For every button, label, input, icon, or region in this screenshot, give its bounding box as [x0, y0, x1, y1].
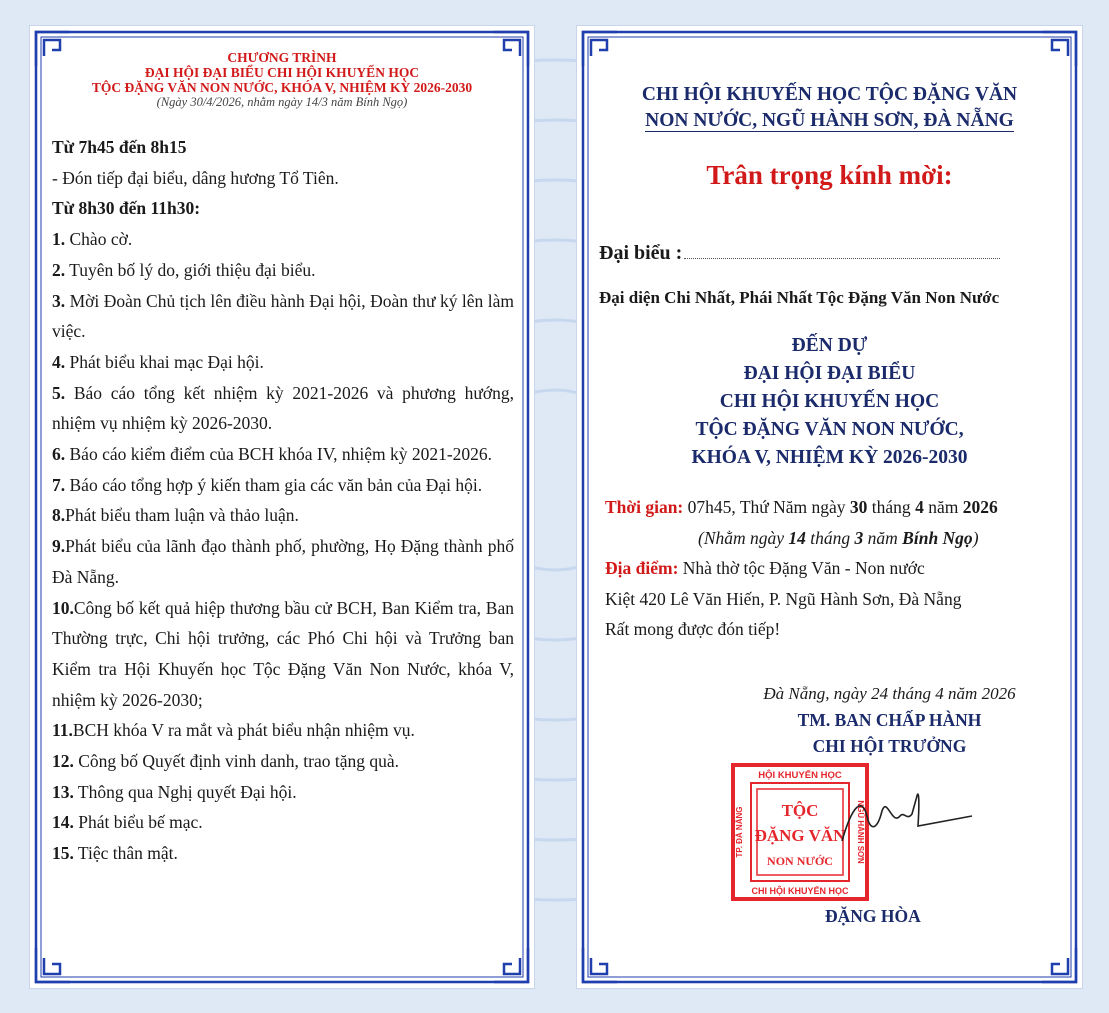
- lunar-text: năm: [863, 527, 903, 548]
- time-month: 4: [915, 497, 924, 517]
- event-title: [597, 332, 1062, 472]
- agenda-item-number: 7.: [52, 474, 66, 495]
- agenda-item-text: Phát biểu bế mạc.: [73, 812, 203, 833]
- agenda-item-text: Phát biểu khai mạc Đại hội.: [65, 351, 264, 372]
- agenda-item-number: 15.: [52, 843, 74, 864]
- address-row: Kiệt 420 Lê Văn Hiến, P. Ngũ Hành Sơn, Đà Nẵng: [605, 588, 962, 609]
- handwritten-signature: [832, 786, 982, 856]
- agenda-item-number: 13.: [52, 781, 74, 802]
- agenda-item-number: 14.: [52, 812, 74, 833]
- agenda-item: [52, 378, 514, 439]
- signer-name: ĐẶNG HÒA: [825, 906, 921, 926]
- program-header: [60, 50, 504, 109]
- agenda-item: [52, 224, 514, 255]
- time-day: 30: [849, 497, 868, 517]
- agenda-item-text: Báo cáo tổng kết nhiệm kỳ 2021-2026 và phương hướng, nhiệm vụ nhiệm kỳ 2026-2030.: [52, 382, 514, 434]
- agenda-item-text: Báo cáo tổng hợp ý kiến tham gia các văn bản của Đại hội.: [65, 474, 483, 495]
- agenda-item-number: 1.: [52, 229, 66, 250]
- organization-line-1: CHI HỘI KHUYẾN HỌC TỘC ĐẶNG VĂN: [641, 84, 1018, 105]
- agenda-item: [52, 286, 514, 347]
- agenda-item-text: BCH khóa V ra mắt và phát biểu nhận nhiệm vụ.: [72, 720, 415, 741]
- agenda-item: [52, 439, 514, 470]
- agenda-item: [52, 593, 514, 716]
- place-text: Nhà thờ tộc Đặng Văn - Non nước: [678, 558, 925, 578]
- agenda-item-number: 11.: [52, 720, 73, 741]
- lunar-text: (Nhằm ngày: [698, 527, 789, 548]
- lunar-date-row: [605, 523, 1065, 554]
- organization-line-2: NON NƯỚC, NGŨ HÀNH SƠN, ĐÀ NẴNG: [645, 110, 1014, 131]
- agenda-item-text: Báo cáo kiểm điểm của BCH khóa IV, nhiệm kỳ 2021-2026.: [65, 444, 493, 465]
- seal-left-text: TP. ĐÀ NẴNG: [735, 806, 744, 858]
- time-row: [605, 492, 1065, 523]
- lunar-text: tháng: [805, 527, 855, 548]
- lunar-month: 3: [854, 527, 864, 548]
- invitation-heading: Trân trọng kính mời:: [706, 160, 953, 190]
- seal-right-text: NGŨ HÀNH SƠN: [856, 800, 865, 864]
- lunar-text: ): [972, 527, 979, 548]
- agenda-item-number: 6.: [52, 444, 66, 465]
- agenda-item: [52, 746, 514, 777]
- seal-top-text: HỘI KHUYẾN HỌC: [758, 770, 842, 781]
- event-details: [605, 492, 1065, 645]
- agenda-item-text: Phát biểu tham luận và thảo luận.: [65, 505, 299, 526]
- agenda-item: [52, 777, 514, 808]
- place-label: Địa điểm:: [605, 558, 679, 578]
- agenda-item-text: Công bố kết quả hiệp thương bầu cử BCH, Ban Kiểm tra, Ban Thường trực, Chi hội trưởng, các Phó Chi hội và Trưởng ban Kiểm tra Hội Khuyến học Tộc Đặng Văn Non Nước, khóa V, nhiệm kỳ 2026-2030;: [52, 597, 514, 710]
- program-title: CHƯƠNG TRÌNH: [227, 50, 337, 65]
- time-text: 07h45, Thứ Năm ngày: [683, 497, 850, 517]
- agenda-item: [52, 838, 514, 869]
- sign-role: TM. BAN CHẤP HÀNH: [797, 710, 982, 730]
- time-text: tháng: [867, 497, 916, 517]
- agenda-item-number: 4.: [52, 351, 66, 372]
- program-date: (Ngày 30/4/2026, nhằm ngày 14/3 năm Bính Ngọ): [156, 95, 408, 109]
- seal-line-1: TỘC: [781, 801, 819, 820]
- organization-name: [597, 82, 1062, 134]
- agenda-item-text: Tuyên bố lý do, giới thiệu đại biểu.: [65, 259, 316, 280]
- delegate-dotted-line: [684, 258, 1000, 259]
- agenda-time-heading: Từ 7h45 đến 8h15: [52, 137, 187, 157]
- lunar-year: Bính Ngọ: [902, 527, 973, 548]
- agenda-item-number: 8.: [52, 505, 66, 526]
- delegate-name: Đại diện Chi Nhất, Phái Nhất Tộc Đặng Văn Non Nước: [599, 288, 1000, 307]
- closing-text: Rất mong được đón tiếp!: [605, 619, 781, 639]
- event-line: ĐẠI HỘI ĐẠI BIỂU: [743, 363, 916, 384]
- program-panel: [30, 26, 534, 988]
- program-subtitle-2: TỘC ĐẶNG VĂN NON NƯỚC, KHÓA V, NHIỆM KỲ 2026-2030: [91, 80, 473, 95]
- agenda-item-number: 3.: [52, 290, 66, 311]
- time-year: 2026: [962, 497, 998, 517]
- agenda-item-number: 10.: [52, 597, 74, 618]
- agenda-item-text: Công bố Quyết định vinh danh, trao tặng quà.: [73, 751, 400, 772]
- agenda-item-text: Phát biểu của lãnh đạo thành phố, phường, Họ Đặng thành phố Đà Nẵng.: [52, 536, 514, 587]
- invitation-panel: [577, 26, 1082, 988]
- agenda-list: [52, 132, 514, 869]
- agenda-line: - Đón tiếp đại biểu, dâng hương Tổ Tiên.: [52, 167, 339, 188]
- seal-line-2: ĐẶNG VĂN: [754, 826, 846, 845]
- agenda-item: [52, 500, 514, 531]
- event-line: TỘC ĐẶNG VĂN NON NƯỚC,: [695, 419, 964, 440]
- agenda-item-number: 5.: [52, 382, 66, 403]
- agenda-item: [52, 255, 514, 286]
- agenda-item-number: 2.: [52, 259, 66, 280]
- event-line: CHI HỘI KHUYẾN HỌC: [719, 391, 940, 412]
- time-text: năm: [923, 497, 963, 517]
- sign-date: Đà Nẵng, ngày 24 tháng 4 năm 2026: [763, 684, 1016, 703]
- agenda-item-text: Tiệc thân mật.: [73, 843, 178, 864]
- agenda-item: [52, 347, 514, 378]
- agenda-item-text: Chào cờ.: [65, 229, 133, 250]
- agenda-item: [52, 715, 514, 746]
- signature-block: [697, 681, 1082, 759]
- agenda-item: [52, 531, 514, 592]
- agenda-time-heading: Từ 8h30 đến 11h30:: [52, 198, 201, 219]
- agenda-item-text: Mời Đoàn Chủ tịch lên điều hành Đại hội, Đoàn thư ký lên làm việc.: [52, 290, 514, 342]
- time-label: Thời gian:: [605, 497, 684, 517]
- lunar-day: 14: [788, 527, 806, 548]
- agenda-item-number: 12.: [52, 751, 74, 772]
- event-line: KHÓA V, NHIỆM KỲ 2026-2030: [691, 447, 968, 468]
- seal-line-3: NON NƯỚC: [767, 854, 833, 868]
- place-row: [605, 553, 1065, 584]
- agenda-item: [52, 807, 514, 838]
- seal-bottom-text: CHI HỘI KHUYẾN HỌC: [751, 886, 849, 896]
- agenda-item-number: 9.: [52, 536, 66, 557]
- event-line: ĐẾN DỰ: [791, 335, 868, 356]
- program-subtitle: ĐẠI HỘI ĐẠI BIỂU CHI HỘI KHUYẾN HỌC: [144, 65, 420, 80]
- sign-role-2: CHI HỘI TRƯỞNG: [812, 736, 967, 756]
- delegate-label: Đại biểu :: [599, 242, 683, 264]
- delegate-row: [599, 242, 1039, 265]
- agenda-item-text: Thông qua Nghị quyết Đại hội.: [73, 781, 297, 802]
- agenda-item: [52, 470, 514, 501]
